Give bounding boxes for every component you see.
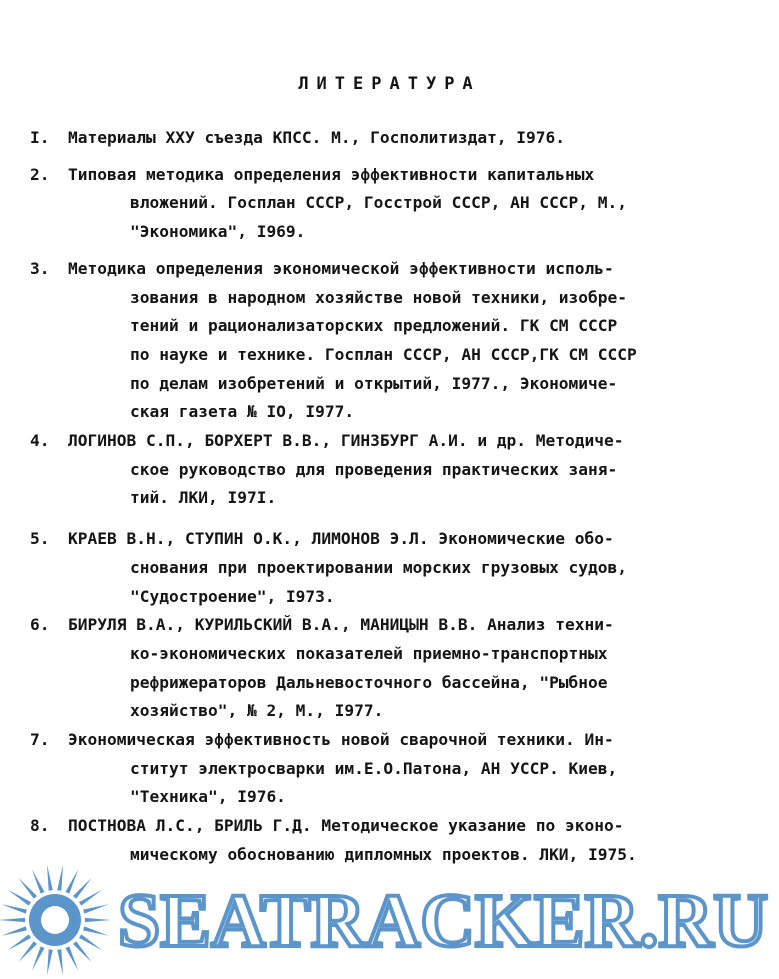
- sun-ray: [83, 926, 109, 935]
- reference-number: 7.: [30, 730, 50, 750]
- reference-number: 5.: [30, 529, 50, 549]
- reference-line: ко-экономических показателей приемно-транспортных: [130, 643, 608, 663]
- reference-number: 8.: [30, 816, 50, 836]
- reference-line: ститут электросварки им.Е.О.Патона, АН УССР. Киев,: [130, 758, 618, 778]
- reference-number: 6.: [30, 615, 50, 635]
- reference-item: [30, 255, 755, 427]
- reference-line: Материалы XXУ съезда КПСС. М., Госполитиздат, I976.: [68, 128, 566, 147]
- reference-line: снования при проектировании морских грузовых судов,: [130, 557, 628, 577]
- reference-line: ЛОГИНОВ С.П., БОРХЕРТ В.В., ГИНЗБУРГ А.И. и др. Методиче-: [68, 431, 624, 451]
- reference-line: хозяйство", № 2, М., I977.: [130, 701, 384, 721]
- reference-line: КРАЕВ В.Н., СТУПИН О.К., ЛИМОНОВ Э.Л. Экономические обо-: [68, 529, 614, 549]
- reference-line: "Техника", I976.: [130, 787, 286, 807]
- sun-ray: [18, 878, 37, 899]
- reference-line: по делам изобретений и открытий, I977., Экономиче-: [130, 373, 618, 393]
- reference-item: [30, 124, 755, 153]
- sun-ray: [73, 878, 92, 899]
- reference-line: Экономическая эффективность новой сварочной техники. Ин-: [68, 730, 614, 750]
- sun-ray: [73, 941, 92, 962]
- sun-ray: [83, 904, 109, 913]
- sun-center: [41, 906, 69, 934]
- reference-line: мическому обоснованию дипломных проектов. ЛКИ, I975.: [130, 844, 637, 864]
- sun-ray: [47, 865, 53, 891]
- reference-line: БИРУЛЯ В.А., КУРИЛЬСКИЙ В.А., МАНИЦЫН В.В. Анализ техни-: [68, 615, 614, 635]
- reference-line: ПОСТНОВА Л.С., БРИЛЬ Г.Д. Методическое указание по эконо-: [68, 816, 624, 836]
- watermark-logo: [0, 858, 779, 979]
- reference-line: рефрижераторов Дальневосточного бассейна, "Рыбное: [130, 672, 608, 692]
- sun-ray: [32, 869, 45, 894]
- reference-line: вложений. Госплан СССР, Госстрой СССР, АН СССР, М.,: [130, 193, 628, 213]
- sun-ray: [66, 946, 79, 971]
- sun-ray: [1, 904, 27, 913]
- reference-list: [30, 124, 755, 870]
- reference-line: по науке и технике. Госплан СССР, АН СССР,ГК СМ СССР: [130, 344, 637, 364]
- sun-ray: [0, 918, 25, 922]
- sun-ray: [79, 934, 102, 950]
- sun-icon: [0, 865, 111, 976]
- sun-ray: [8, 890, 31, 906]
- sun-ray: [1, 926, 27, 935]
- reference-line: тений и рационализаторских предложений. ГК СМ СССР: [130, 316, 618, 336]
- sun-ray: [32, 946, 45, 971]
- reference-line: "Судостроение", I973.: [130, 586, 335, 606]
- reference-line: ская газета № IO, I977.: [130, 402, 355, 422]
- watermark-text: SEATRACKER.RU: [118, 879, 768, 963]
- sun-ray: [47, 949, 53, 975]
- sun-ray: [85, 918, 111, 922]
- page-title: ЛИТЕРАТУРА: [298, 74, 481, 94]
- sun-ray: [8, 934, 31, 950]
- sun-ray: [18, 941, 37, 962]
- reference-line: ское руководство для проведения практических заня-: [130, 459, 618, 479]
- sun-ray: [57, 865, 63, 891]
- reference-number: I.: [30, 128, 50, 147]
- reference-number: 2.: [30, 164, 50, 184]
- reference-number: 3.: [30, 258, 50, 278]
- reference-line: Типовая методика определения эффективности капитальных: [68, 164, 595, 184]
- reference-item: [30, 161, 755, 247]
- reference-line: Методика определения экономической эффективности исполь-: [68, 258, 614, 278]
- reference-item: [30, 726, 755, 812]
- reference-line: "Экономика", I969.: [130, 222, 306, 242]
- sun-ray: [57, 949, 63, 975]
- reference-item: [30, 525, 755, 611]
- reference-line: тий. ЛКИ, I97I.: [130, 488, 277, 508]
- reference-item: [30, 427, 755, 513]
- reference-line: зования в народном хозяйстве новой техники, изобре-: [130, 287, 628, 307]
- reference-item: [30, 611, 755, 726]
- reference-number: 4.: [30, 431, 50, 451]
- sun-ray: [66, 869, 79, 894]
- sun-ray: [79, 890, 102, 906]
